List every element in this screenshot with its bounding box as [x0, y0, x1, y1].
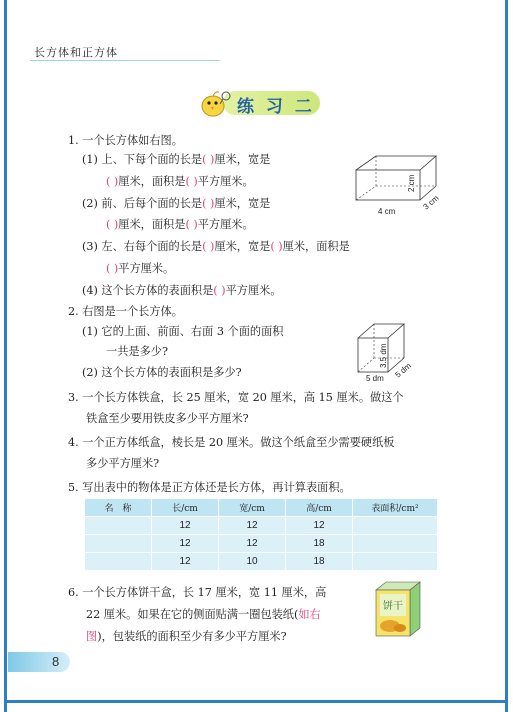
table-row: [85, 517, 438, 535]
q1-part3-text-d: 平方厘米。: [118, 262, 175, 275]
table-cell-name[interactable]: [85, 535, 152, 553]
q1-part1-line2: [106, 175, 254, 189]
table-cell: 18: [286, 553, 353, 571]
q1-part1-line1: [82, 153, 270, 167]
cuboid2-width-label: 5 dm: [393, 361, 413, 380]
page-number-tab: [8, 652, 70, 672]
q1-part1-text-b: 厘米，宽是: [214, 153, 271, 166]
cuboid1-width-label: 3 cm: [421, 193, 441, 212]
table-header-row: [85, 499, 438, 517]
page-frame-right: [505, 0, 508, 712]
q3-line2: 铁盒至少要用铁皮多少平方厘米?: [86, 412, 249, 425]
answer-blank[interactable]: ( ): [106, 175, 119, 188]
q2-part1-line2: 一共是多少?: [106, 345, 168, 358]
answer-blank[interactable]: ( ): [202, 153, 215, 166]
q1-part3-text-b: 厘米，宽是: [214, 240, 271, 253]
q6-text-c2: )，包装纸的面积至少有多少平方厘米?: [97, 630, 287, 643]
answer-blank[interactable]: ( ): [213, 284, 226, 297]
table-header-cell: 宽/cm: [219, 499, 286, 517]
table-cell: 12: [152, 553, 219, 571]
biscuit-box-icon: [372, 578, 424, 638]
q2-intro: 2. 右图是一个长方体。: [68, 305, 183, 318]
table-row: [85, 535, 438, 553]
q3-line1: 3. 一个长方体铁盒，长 25 厘米，宽 20 厘米，高 15 厘米。做这个: [68, 391, 404, 404]
table-header-cell: 长/cm: [152, 499, 219, 517]
answer-blank[interactable]: ( ): [185, 175, 198, 188]
q1-part1-text-c: 厘米，面积是: [118, 175, 186, 188]
q1-part2-text-a: (2) 前、后每个面的长是: [82, 197, 203, 210]
table-header-cell: 高/cm: [286, 499, 353, 517]
table-cell-area[interactable]: [353, 517, 438, 535]
cuboid1-length-label: 4 cm: [378, 207, 396, 216]
q6-text-b1: 22 厘米。如果在它的侧面贴满一圈包装纸(: [86, 608, 299, 621]
cuboid-figure-2: [352, 318, 428, 384]
cuboid2-height-label: 3.5 dm: [379, 343, 388, 368]
q1-part2-text-c: 厘米，面积是: [118, 218, 186, 231]
q1-intro: 1. 一个长方体如右图。: [68, 134, 183, 147]
answer-blank[interactable]: ( ): [270, 240, 283, 253]
q1-part4-text-a: (4) 这个长方体的表面积是: [82, 284, 214, 297]
q1-part1-text-d: 平方厘米。: [197, 175, 254, 188]
q1-part2-line1: [82, 197, 270, 211]
q1-part3-text-c: 厘米，面积是: [282, 240, 350, 253]
q6-figure-ref-cont: 图: [86, 630, 98, 643]
table-cell: 18: [286, 535, 353, 553]
q1-part2-text-b: 厘米，宽是: [214, 197, 271, 210]
answer-blank[interactable]: ( ): [202, 240, 215, 253]
chapter-header: 长方体和正方体: [34, 46, 118, 59]
biscuit-box-label: 饼干: [383, 601, 403, 612]
table-cell: 12: [152, 517, 219, 535]
q1-part3-line2: [106, 262, 174, 276]
q1-part3-text-a: (3) 左、右每个面的长是: [82, 240, 203, 253]
header-rule: [30, 60, 220, 61]
cuboid2-length-label: 5 dm: [366, 374, 384, 383]
q5-intro: 5. 写出表中的物体是正方体还是长方体，再计算表面积。: [68, 481, 351, 494]
q1-part1-text-a: (1) 上、下每个面的长是: [82, 153, 203, 166]
table-cell: 12: [219, 517, 286, 535]
exercise-banner: [193, 87, 320, 117]
answer-blank[interactable]: ( ): [106, 218, 119, 231]
q6-figure-ref: 如右: [298, 608, 321, 621]
page-frame-left: [4, 0, 7, 712]
q1-part2-line2: [106, 218, 254, 232]
answer-blank[interactable]: ( ): [185, 218, 198, 231]
dimensions-table: [84, 498, 438, 571]
table-cell: 12: [152, 535, 219, 553]
table-cell-area[interactable]: [353, 553, 438, 571]
cuboid1-height-label: 2 cm: [407, 174, 416, 192]
table-cell-name[interactable]: [85, 517, 152, 535]
table-row: [85, 553, 438, 571]
chick-mascot-icon: [193, 87, 233, 119]
q6-line2: [86, 608, 321, 622]
table-header-cell: 名 称: [85, 499, 152, 517]
table-cell: 10: [219, 553, 286, 571]
q2-part2: (2) 这个长方体的表面积是多少?: [82, 366, 242, 379]
table-cell: 12: [286, 517, 353, 535]
page-number: 8: [52, 654, 60, 669]
table-cell-area[interactable]: [353, 535, 438, 553]
q1-part3-line1: [82, 240, 350, 254]
table-header-cell: 表面积/cm²: [353, 499, 438, 517]
q2-part1-line1: (1) 它的上面、前面、右面 3 个面的面积: [82, 325, 284, 338]
cuboid-figure-1: [348, 148, 448, 222]
q1-part4-text-b: 平方厘米。: [225, 284, 282, 297]
table-cell: 12: [219, 535, 286, 553]
page-frame-bottom: [4, 700, 508, 703]
table-cell-name[interactable]: [85, 553, 152, 571]
answer-blank[interactable]: ( ): [106, 262, 119, 275]
q1-part4-line: [82, 284, 282, 298]
q4-line1: 4. 一个正方体纸盒，棱长是 20 厘米。做这个纸盒至少需要硬纸板: [68, 436, 395, 449]
q4-line2: 多少平方厘米?: [86, 457, 160, 470]
exercise-title: 练 习 二: [237, 97, 315, 117]
q6-line1: 6. 一个长方体饼干盒，长 17 厘米，宽 11 厘米，高: [68, 586, 327, 599]
q6-line3: [86, 630, 287, 644]
answer-blank[interactable]: ( ): [202, 197, 215, 210]
q1-part2-text-d: 平方厘米。: [197, 218, 254, 231]
